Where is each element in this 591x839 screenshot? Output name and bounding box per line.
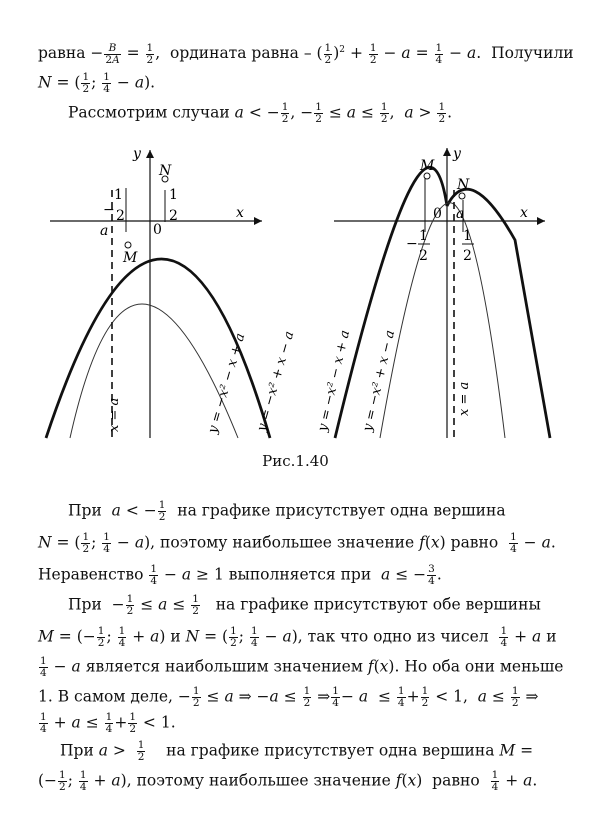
left-point-M (125, 242, 131, 248)
p3-line-2: M = (− $\frac{1}{2}$ ; $\frac{1}{4}$ + a) и N = ( $\frac{1}{2}$ ; $\frac{1}{4}$ − a), так что одно из чисел $\frac{1}{4}$ + a и (38, 625, 557, 649)
p2-line-2: N = ( $\frac{1}{2}$ ; $\frac{1}{4}$ − a), поэтому наибольшее значение f(x) равно $\frac{1}{4}$ − a. (38, 531, 556, 555)
left-label-minus: − (103, 202, 115, 218)
right-label-two-b: 2 (463, 248, 472, 264)
p3-line-4: 1. В самом деле, − $\frac{1}{2}$ ≤ a ⇒ −a ≤ $\frac{1}{2}$ ⇒ $\frac{1}{4}$ − a ≤ $\frac{1}{4}$ + $\frac{1}{2}$ < 1, a ≤ $\frac{1}{2}$ ⇒ (38, 685, 539, 709)
left-label-one-b: 1 (169, 187, 178, 203)
right-label-vline: x = a (457, 381, 472, 416)
right-x-arrow (537, 217, 545, 225)
p1-line-2: N = ( $\frac{1}{2}$ ; $\frac{1}{4}$ − a). (38, 71, 156, 95)
left-label-M: M (123, 250, 138, 266)
right-label-curve-thin: y = −x² + x − a (360, 328, 399, 433)
left-label-y: y (133, 146, 141, 162)
right-label-curve-thick: y = −x² − x + a (315, 328, 354, 433)
right-point-N (459, 193, 465, 199)
left-x-arrow (254, 217, 262, 225)
left-label-a: a (100, 223, 109, 239)
right-label-one-b: 1 (463, 228, 472, 244)
left-label-one-a: 1 (114, 187, 123, 203)
p3-line-1: При − $\frac{1}{2}$ ≤ a ≤ $\frac{1}{2}$ на графике присутствуют обе вершины (68, 593, 541, 617)
right-label-N: N (457, 177, 470, 193)
left-label-two-b: 2 (169, 208, 178, 224)
p3-line-3: $\frac{1}{4}$ − a является наибольшим значением f(x). Но оба они меньше (40, 655, 564, 679)
right-label-x: x (520, 205, 528, 221)
p2-line-3: Неравенство $\frac{1}{4}$ − a ≥ 1 выполняется при a ≤ − $\frac{3}{4}$ . (38, 563, 442, 587)
left-graph (46, 146, 297, 438)
left-label-x: x (236, 205, 244, 221)
figure-caption: Рис.1.40 (262, 452, 329, 470)
p4-line-2: (− $\frac{1}{2}$ ; $\frac{1}{4}$ + a), поэтому наибольшее значение f(x) равно $\frac{1}{4}$ + a. (38, 769, 538, 793)
left-label-curve-thin: y = −x² − x + a (205, 331, 249, 436)
left-label-zero: 0 (153, 222, 162, 238)
right-label-a: a (456, 206, 465, 222)
p1-line-1: равна − $\frac{B}{2A}$ = $\frac{1}{2}$ , ордината равна – ( $\frac{1}{2}$ )$^2$ + $\frac{1}{2}$ − a = $\frac{1}{4}$ − a. Получили (38, 41, 574, 66)
p3-line-5: $\frac{1}{4}$ + a ≤ $\frac{1}{4}$ + $\frac{1}{2}$ < 1. (40, 711, 176, 735)
right-curve-thick-left (335, 167, 447, 438)
figure-1-40 (0, 140, 591, 470)
left-label-curve-thick: y = −x² + x − a (254, 329, 298, 434)
right-label-one-a: 1 (419, 228, 428, 244)
right-curve-thin (380, 203, 505, 438)
p2-line-1: При a < − $\frac{1}{2}$ на графике присутствует одна вершина (68, 499, 506, 523)
right-label-two-a: 2 (419, 248, 428, 264)
right-label-minus: − (406, 236, 418, 252)
left-y-arrow (146, 150, 154, 158)
left-label-N: N (159, 163, 172, 179)
right-label-zero: 0 (433, 206, 442, 222)
left-label-two-a: 2 (116, 208, 125, 224)
right-label-y: y (453, 146, 461, 162)
p4-line-1: При a > $\frac{1}{2}$ на графике присутствует одна вершина M = (60, 739, 534, 763)
p1-line-3: Рассмотрим случаи a < − $\frac{1}{2}$ , − $\frac{1}{2}$ ≤ a ≤ $\frac{1}{2}$ , a > $\frac{1}{2}$ . (68, 101, 453, 125)
right-label-M: M (420, 158, 435, 174)
right-y-arrow (443, 148, 451, 156)
left-label-vline: x = a (107, 397, 122, 432)
right-graph (315, 146, 550, 438)
